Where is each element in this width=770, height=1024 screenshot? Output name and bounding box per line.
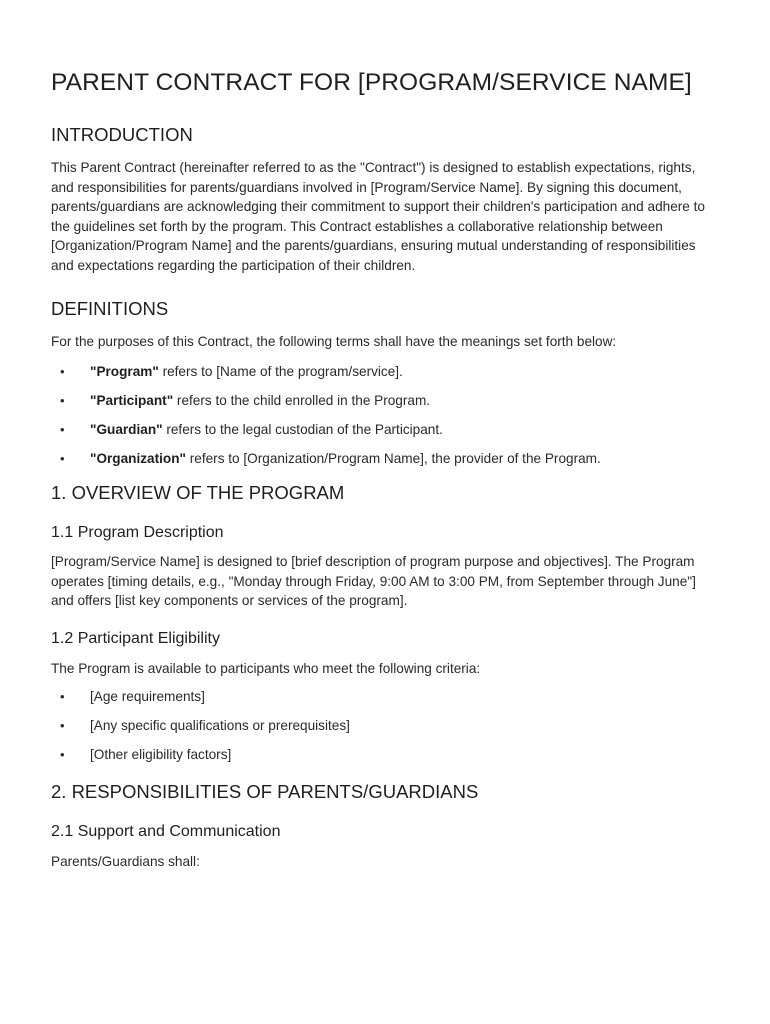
bullet-icon: • <box>60 421 65 437</box>
definition-text: refers to [Organization/Program Name], the provider of the Program. <box>185 450 601 466</box>
bullet-icon: • <box>60 363 65 379</box>
section-1-heading: 1. OVERVIEW OF THE PROGRAM <box>51 482 345 503</box>
program-description-text: [Program/Service Name] is designed to [brief description of program purpose and objectives]. The Program operates [timing details, e.g., "Monday through Friday, 9:00 AM to 3:00 PM, from September through June"] and offers [list key components or services of the program]. <box>51 554 696 608</box>
definitions-list <box>51 362 721 469</box>
definition-text: refers to the child enrolled in the Program. <box>173 392 431 408</box>
eligibility-item: [Any specific qualifications or prerequisites] <box>90 718 350 733</box>
bullet-icon: • <box>60 689 65 704</box>
list-item <box>51 449 721 469</box>
list-item <box>51 687 721 707</box>
eligibility-list <box>51 687 721 765</box>
list-item <box>51 745 721 765</box>
document-page <box>51 66 721 871</box>
section-1-1-heading: 1.1 Program Description <box>51 524 224 541</box>
support-lead: Parents/Guardians shall: <box>51 853 200 869</box>
section-2-1-heading: 2.1 Support and Communication <box>51 822 281 840</box>
definition-term: "Program" <box>90 363 159 379</box>
definition-term: "Participant" <box>90 392 174 408</box>
section-1-2-heading: 1.2 Participant Eligibility <box>51 629 220 647</box>
document-title: PARENT CONTRACT FOR [PROGRAM/SERVICE NAME] <box>51 69 692 96</box>
definition-text: refers to [Name of the program/service]. <box>158 363 403 379</box>
definition-text: refers to the legal custodian of the Participant. <box>162 421 443 437</box>
bullet-icon: • <box>60 718 65 733</box>
definitions-lead: For the purposes of this Contract, the following terms shall have the meanings set forth below: <box>51 334 617 349</box>
bullet-icon: • <box>60 747 65 762</box>
definition-term: "Guardian" <box>90 421 163 437</box>
list-item <box>51 420 721 440</box>
introduction-heading: INTRODUCTION <box>51 124 193 145</box>
definition-term: "Organization" <box>90 450 186 466</box>
list-item <box>51 716 721 736</box>
bullet-icon: • <box>60 450 65 466</box>
eligibility-lead: The Program is available to participants who meet the following criteria: <box>51 660 481 676</box>
list-item <box>51 362 721 382</box>
eligibility-item: [Age requirements] <box>90 689 205 704</box>
definitions-heading: DEFINITIONS <box>51 298 169 319</box>
eligibility-item: [Other eligibility factors] <box>90 747 232 762</box>
list-item <box>51 391 721 411</box>
introduction-text: This Parent Contract (hereinafter referred to as the "Contract") is designed to establish expectations, rights, and responsibilities for parents/guardians involved in [Program/Service Name]. By signing this document, parents/guardians are acknowledging their commitment to support their children's participation and adhere to the guidelines set forth by the program. This Contract establishes a collaborative relationship between [Organization/Program Name] and the parents/guardians, ensuring mutual understanding of responsibilities and expectations regarding the participation of their children. <box>51 160 705 273</box>
section-2-heading: 2. RESPONSIBILITIES OF PARENTS/GUARDIANS <box>51 780 479 802</box>
bullet-icon: • <box>60 392 65 408</box>
